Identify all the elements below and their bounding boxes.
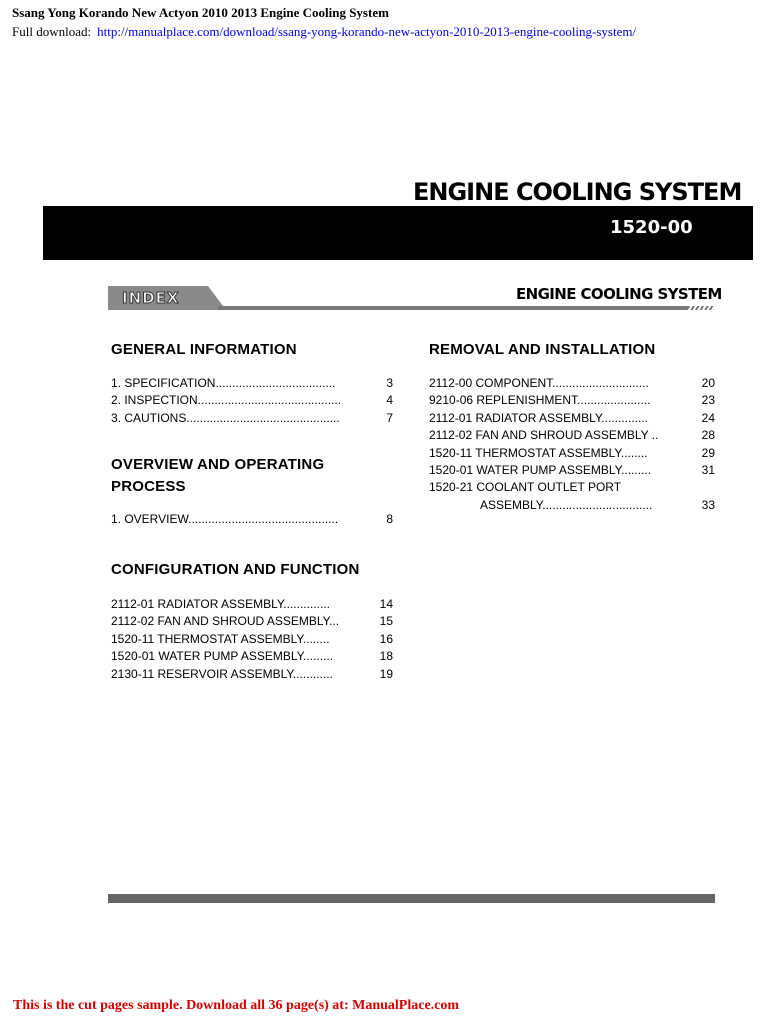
toc-entry[interactable] — [429, 497, 716, 514]
toc-entry[interactable] — [111, 648, 393, 665]
toc-entry[interactable] — [111, 375, 393, 392]
toc-removal — [429, 375, 716, 514]
footer-notice: This is the cut pages sample. Download all 36 page(s) at: ManualPlace.com — [13, 998, 460, 1013]
toc-entry-text: 1. OVERVIEW............................................. — [111, 512, 339, 526]
toc-entry-page: 3 — [386, 376, 393, 390]
toc-entry-text: 1520-21 COOLANT OUTLET PORT — [429, 480, 622, 495]
toc-entry[interactable] — [111, 666, 393, 683]
section-code: 1520-00 — [610, 217, 693, 238]
toc-entry[interactable] — [111, 613, 393, 630]
toc-entry-text: 2112-02 FAN AND SHROUD ASSEMBLY... — [111, 614, 340, 629]
section-overview-title-line1: OVERVIEW AND OPERATING — [111, 456, 325, 473]
toc-entry-page: 8 — [386, 512, 393, 526]
toc-entry-text: 2112-02 FAN AND SHROUD ASSEMBLY .. — [429, 428, 659, 443]
section-general-information: GENERAL INFORMATION — [111, 341, 297, 358]
toc-overview — [111, 511, 393, 528]
toc-entry-page: 29 — [701, 445, 715, 460]
toc-entry-text: ASSEMBLY................................. — [480, 497, 653, 512]
toc-entry[interactable] — [429, 462, 716, 479]
section-overview-title-line2: PROCESS — [111, 478, 186, 495]
document-header-title: Ssang Yong Korando New Actyon 2010 2013 Engine Cooling System — [12, 5, 389, 20]
toc-entry-page: 15 — [379, 614, 393, 629]
toc-entry-page: 18 — [379, 649, 393, 664]
page-title: ENGINE COOLING SYSTEM — [413, 178, 742, 206]
toc-entry-page: 7 — [386, 410, 393, 425]
download-link[interactable]: http://manualplace.com/download/ssang-yong-korando-new-actyon-2010-2013-engine-cooling-system/ — [97, 24, 637, 39]
toc-entry-page: 31 — [701, 462, 715, 477]
toc-entry[interactable] — [111, 511, 393, 528]
toc-entry-page: 24 — [701, 410, 715, 425]
toc-entry-text: 1. SPECIFICATION.................................... — [111, 376, 336, 390]
index-hatch-decoration — [688, 306, 714, 310]
toc-entry-text: 1520-11 THERMOSTAT ASSEMBLY........ — [429, 445, 648, 460]
toc-entry[interactable] — [111, 631, 393, 648]
toc-entry-text: 1520-01 WATER PUMP ASSEMBLY......... — [429, 462, 652, 477]
toc-entry-page: 16 — [379, 631, 393, 646]
toc-entry-text: 2112-01 RADIATOR ASSEMBLY.............. — [111, 597, 330, 611]
toc-entry-text: 2130-11 RESERVOIR ASSEMBLY............ — [111, 666, 333, 681]
toc-entry-page: 14 — [379, 597, 393, 611]
toc-entry-page: 4 — [386, 393, 393, 408]
index-label: INDEX — [122, 289, 180, 307]
toc-entry-text: 1520-01 WATER PUMP ASSEMBLY......... — [111, 649, 334, 664]
index-section-name: ENGINE COOLING SYSTEM — [516, 285, 722, 303]
index-bar — [108, 285, 722, 314]
toc-entry[interactable] — [429, 392, 716, 409]
toc-entry-text: 1520-11 THERMOSTAT ASSEMBLY........ — [111, 631, 330, 646]
toc-entry-text: 2112-00 COMPONENT............................. — [429, 376, 649, 390]
toc-entry[interactable] — [111, 392, 393, 409]
toc-entry[interactable] — [429, 410, 716, 427]
section-removal-installation: REMOVAL AND INSTALLATION — [429, 341, 656, 358]
toc-entry-page: 19 — [379, 666, 393, 681]
toc-entry-text: 9210-06 REPLENISHMENT...................... — [429, 393, 651, 408]
toc-entry-text: 2112-01 RADIATOR ASSEMBLY.............. — [429, 410, 648, 425]
bottom-rule — [108, 894, 715, 903]
toc-entry[interactable] — [111, 410, 393, 427]
toc-entry[interactable] — [111, 596, 393, 613]
section-configuration-function: CONFIGURATION AND FUNCTION — [111, 561, 360, 578]
download-line — [12, 24, 636, 40]
toc-entry[interactable] — [429, 375, 716, 392]
toc-entry-text: 2. INSPECTION........................................... — [111, 393, 342, 408]
toc-entry[interactable] — [429, 445, 716, 462]
toc-entry[interactable] — [429, 427, 716, 444]
download-label: Full download: — [12, 24, 92, 39]
toc-entry-text: 3. CAUTIONS.............................................. — [111, 410, 340, 425]
toc-entry-page: 33 — [701, 497, 715, 512]
toc-general — [111, 375, 393, 427]
toc-entry[interactable] — [429, 479, 716, 496]
toc-entry-page: 23 — [701, 393, 715, 408]
index-underline — [218, 306, 714, 310]
toc-config — [111, 596, 393, 683]
toc-entry-page: 28 — [701, 428, 715, 443]
toc-entry-page: 20 — [701, 376, 715, 390]
